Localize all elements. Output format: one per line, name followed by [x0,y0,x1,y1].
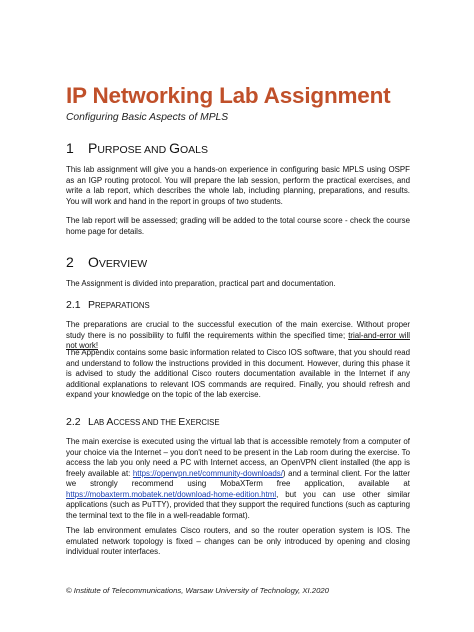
section-2-2-paragraph-2: The lab environment emulates Cisco routers, and so the router operation system is IOS. The emulated network topology is fixed – changes can be only introduced by opening and closing individual router interfaces. [66,526,410,556]
section-2-2-heading: 2.2 LAB ACCESS AND THE EXERCISE [66,416,220,428]
section-1-heading: 1 PURPOSE AND GOALS [66,140,209,156]
section-2-paragraph-1: The Assignment is divided into preparation, practical part and documentation. [66,279,336,288]
section-1-paragraph-2: The lab report will be assessed; grading will be added to the total course score - check the course home page for details. [66,216,410,236]
section-number: 2 [66,254,74,270]
section-2-1-paragraph-2: The Appendix contains some basic information related to Cisco IOS software, that you should read and understand to follow the instructions provided in this document. However, during this phase it is advised to study the additional Cisco routers documentation available in the Internet if any additional explanations to relevant IOS commands are required. Finally, you should refresh and expand your knowledge on the topic of the lab exercise. [66,348,410,399]
section-2-heading: 2 OVERVIEW [66,254,148,270]
section-2-1-heading: 2.1 PREPARATIONS [66,299,150,311]
openvpn-download-link[interactable]: https://openvpn.net/community-downloads/ [132,468,283,478]
page-footer: © Institute of Telecommunications, Warsaw University of Technology, XI.2020 [66,586,329,595]
underlined-warning: trial-and-error will not work! [66,330,410,350]
section-2-2-paragraph-1: The main exercise is executed using the virtual lab that is accessible remotely from a computer of your choice via the Internet – you don't need to be present in the Lab room during the exercise. To access the lab you only need a PC with Internet access, an OpenVPN client installed (the app is freely available at: https://openvpn.net/community-downloads/) and a terminal client. For the latter we strongly recommend using MobaXTerm free application, available at https://mobaxterm.mobatek.net/download-home-edition.html, but you can use other similar applications (such as PuTTY), provided that they support the required functions (such as capturing the terminal text to the file in a well-readable format). [66,437,410,520]
section-1-paragraph-1: This lab assignment will give you a hands-on experience in configuring basic MPLS using OSPF as an IGP routing protocol. You will prepare the lab session, perform the practical exercises, and write a lab report, which describes the whole lab, including planning, preparations, and results. You will work and hand in the report in groups of two students. [66,165,410,206]
section-number: 2.1 [66,299,81,311]
section-2-1-paragraph-1: The preparations are crucial to the successful execution of the main exercise. Without proper study there is no possibility to fulfil the requirements within the specified time; trial-and-error will not work! [66,320,410,350]
document-title: IP Networking Lab Assignment [66,83,391,108]
section-number: 2.2 [66,416,81,428]
section-number: 1 [66,140,74,156]
document-subtitle: Configuring Basic Aspects of MPLS [66,112,229,123]
mobaxterm-download-link[interactable]: https://mobaxterm.mobatek.net/download-home-edition.html [66,489,277,499]
